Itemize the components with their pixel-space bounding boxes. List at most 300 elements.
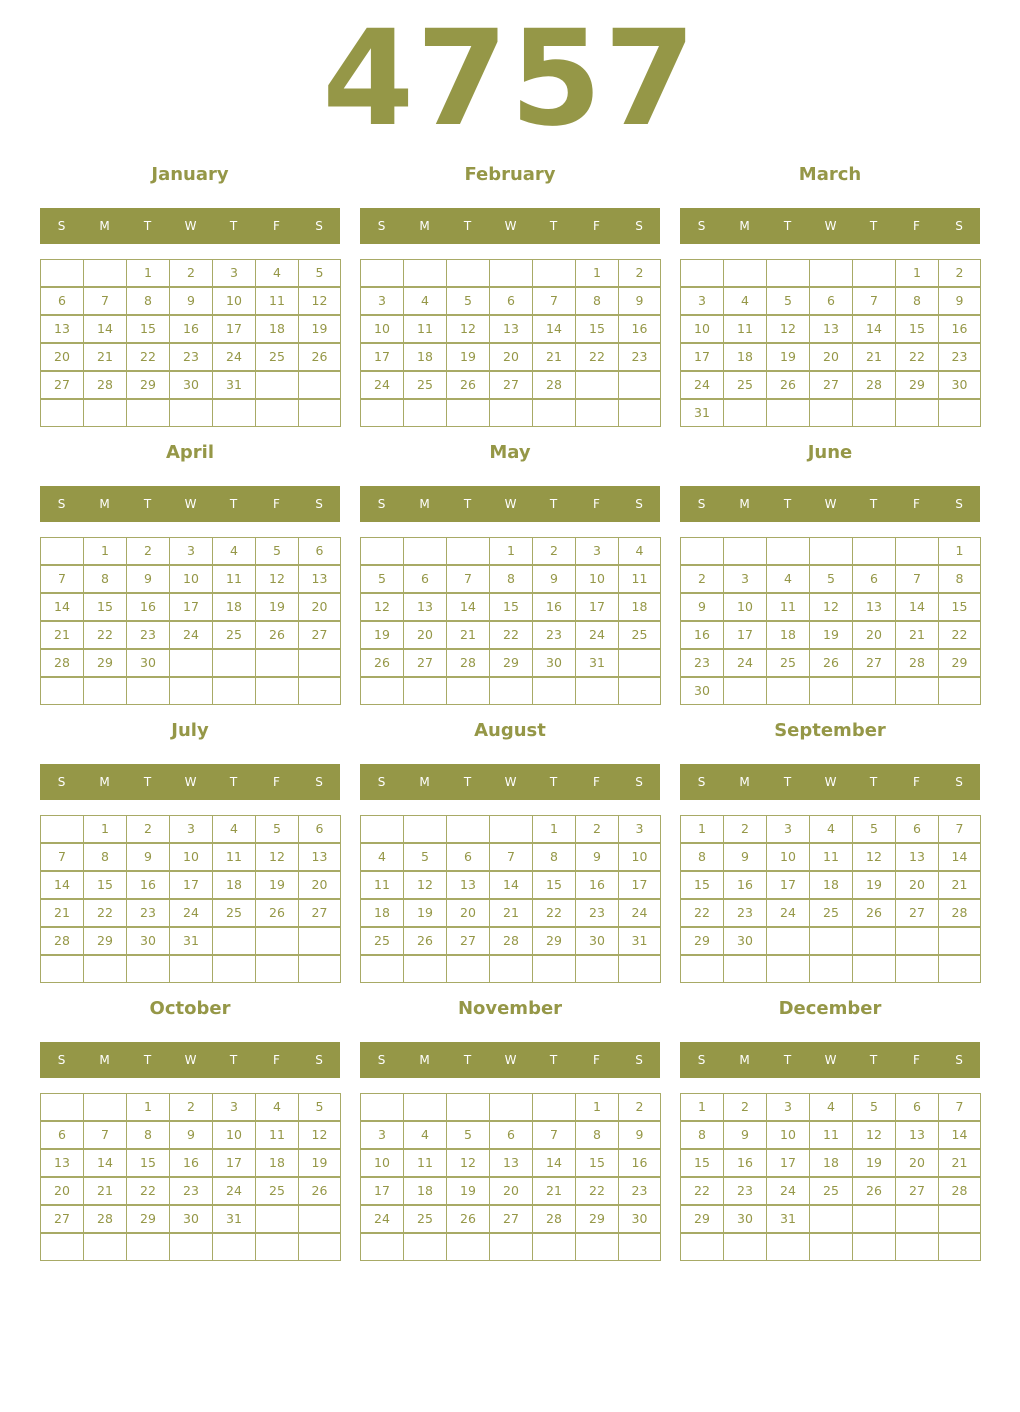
day-cell: 19	[298, 315, 341, 343]
day-cell	[938, 927, 981, 955]
day-cell: 4	[809, 1093, 853, 1121]
day-cell: 18	[766, 621, 810, 649]
day-cell	[169, 399, 213, 427]
day-grid	[40, 815, 340, 983]
day-cell: 28	[446, 649, 490, 677]
day-cell: 8	[680, 843, 724, 871]
day-cell	[766, 537, 810, 565]
day-cell	[403, 537, 447, 565]
day-cell	[40, 259, 84, 287]
day-cell: 8	[680, 1121, 724, 1149]
day-cell	[360, 1093, 404, 1121]
day-cell: 14	[938, 1121, 981, 1149]
day-cell: 25	[618, 621, 661, 649]
day-cell: 22	[938, 621, 981, 649]
day-cell: 23	[126, 899, 170, 927]
day-cell: 23	[723, 899, 767, 927]
day-grid	[680, 815, 980, 983]
day-cell: 1	[575, 1093, 619, 1121]
day-cell: 31	[680, 399, 724, 427]
day-cell: 18	[809, 1149, 853, 1177]
weekday-label: T	[783, 775, 792, 789]
day-cell: 1	[126, 259, 170, 287]
weekday-label: W	[184, 775, 197, 789]
day-cell: 29	[680, 927, 724, 955]
day-cell: 27	[40, 1205, 84, 1233]
weekday-header	[680, 486, 980, 522]
day-cell: 1	[680, 815, 724, 843]
day-cell: 11	[766, 593, 810, 621]
day-cell: 15	[83, 871, 127, 899]
day-cell	[766, 955, 810, 983]
day-cell: 26	[446, 371, 490, 399]
weekday-label: W	[184, 497, 197, 511]
day-cell: 20	[298, 593, 341, 621]
day-cell	[618, 1233, 661, 1261]
weekday-label: T	[783, 219, 792, 233]
day-cell: 5	[446, 1121, 490, 1149]
weekday-label: T	[463, 775, 472, 789]
day-cell: 21	[83, 343, 127, 371]
weekday-label: S	[955, 219, 963, 233]
day-cell: 18	[255, 1149, 299, 1177]
day-cell	[255, 1205, 299, 1233]
weekday-label: S	[57, 775, 66, 789]
day-cell: 10	[212, 287, 256, 315]
day-cell: 22	[680, 1177, 724, 1205]
day-cell: 16	[126, 871, 170, 899]
day-cell: 21	[446, 621, 490, 649]
day-cell: 9	[938, 287, 981, 315]
day-cell	[403, 955, 447, 983]
day-cell	[403, 1233, 447, 1261]
day-cell: 27	[446, 927, 490, 955]
day-cell: 7	[489, 843, 533, 871]
day-cell: 17	[212, 315, 256, 343]
day-cell: 3	[169, 815, 213, 843]
weekday-label: M	[739, 1053, 750, 1067]
day-cell: 16	[575, 871, 619, 899]
day-cell: 26	[766, 371, 810, 399]
day-cell: 6	[298, 537, 341, 565]
day-cell	[403, 677, 447, 705]
day-cell: 31	[575, 649, 619, 677]
weekday-label: F	[913, 775, 920, 789]
weekday-label: W	[824, 497, 837, 511]
day-cell: 7	[532, 287, 576, 315]
weekday-label: F	[593, 1053, 600, 1067]
day-cell	[169, 955, 213, 983]
day-cell	[895, 537, 939, 565]
day-cell: 24	[766, 899, 810, 927]
day-cell: 10	[360, 315, 404, 343]
day-cell: 11	[618, 565, 661, 593]
weekday-header	[40, 1042, 340, 1078]
day-cell	[489, 259, 533, 287]
day-cell: 17	[766, 871, 810, 899]
day-cell	[360, 677, 404, 705]
day-cell: 9	[126, 843, 170, 871]
day-cell: 1	[575, 259, 619, 287]
day-cell	[575, 955, 619, 983]
day-cell: 2	[938, 259, 981, 287]
day-cell: 12	[298, 287, 341, 315]
day-cell	[83, 1233, 127, 1261]
day-cell: 12	[360, 593, 404, 621]
day-cell: 17	[618, 871, 661, 899]
day-cell: 21	[852, 343, 896, 371]
weekday-label: T	[549, 497, 558, 511]
day-cell: 2	[680, 565, 724, 593]
day-cell: 1	[489, 537, 533, 565]
day-cell: 25	[403, 371, 447, 399]
day-cell: 20	[809, 343, 853, 371]
day-cell	[446, 1233, 490, 1261]
day-cell: 29	[938, 649, 981, 677]
day-cell	[298, 677, 341, 705]
day-cell: 4	[766, 565, 810, 593]
day-cell: 27	[298, 899, 341, 927]
day-cell	[618, 677, 661, 705]
weekday-label: T	[549, 775, 558, 789]
day-cell: 9	[618, 287, 661, 315]
day-cell	[40, 537, 84, 565]
day-cell	[403, 259, 447, 287]
day-cell	[360, 537, 404, 565]
day-cell	[895, 677, 939, 705]
day-cell	[489, 399, 533, 427]
weekday-header	[680, 208, 980, 244]
day-cell: 12	[852, 1121, 896, 1149]
day-cell: 8	[575, 1121, 619, 1149]
day-cell	[169, 677, 213, 705]
month-october	[40, 997, 340, 1261]
day-cell: 2	[575, 815, 619, 843]
weekday-header	[360, 486, 660, 522]
day-cell: 20	[446, 899, 490, 927]
weekday-label: S	[955, 497, 963, 511]
month-name: November	[457, 998, 563, 1019]
weekday-label: F	[273, 1053, 280, 1067]
day-cell	[852, 259, 896, 287]
day-cell: 13	[489, 315, 533, 343]
day-cell: 5	[809, 565, 853, 593]
day-cell: 26	[852, 1177, 896, 1205]
day-cell: 30	[618, 1205, 661, 1233]
day-cell	[212, 1233, 256, 1261]
day-cell: 16	[618, 315, 661, 343]
day-cell: 6	[895, 1093, 939, 1121]
day-cell: 29	[489, 649, 533, 677]
weekday-label: F	[913, 219, 920, 233]
day-cell: 27	[895, 899, 939, 927]
day-cell: 26	[852, 899, 896, 927]
day-cell: 2	[126, 537, 170, 565]
month-may	[360, 441, 660, 705]
day-cell: 28	[895, 649, 939, 677]
day-cell: 17	[169, 871, 213, 899]
weekday-label: T	[229, 219, 238, 233]
day-cell: 15	[575, 315, 619, 343]
day-cell: 25	[766, 649, 810, 677]
day-cell	[532, 677, 576, 705]
day-cell	[403, 1093, 447, 1121]
day-cell: 9	[169, 1121, 213, 1149]
weekday-label: F	[913, 497, 920, 511]
day-cell	[809, 1233, 853, 1261]
day-cell: 10	[169, 565, 213, 593]
weekday-label: S	[377, 497, 386, 511]
day-cell: 18	[809, 871, 853, 899]
day-cell	[169, 1233, 213, 1261]
day-cell: 12	[852, 843, 896, 871]
day-cell: 10	[575, 565, 619, 593]
weekday-label: W	[504, 775, 517, 789]
day-cell: 9	[532, 565, 576, 593]
day-cell: 26	[255, 899, 299, 927]
day-cell: 4	[403, 287, 447, 315]
day-cell	[680, 259, 724, 287]
day-cell: 11	[255, 287, 299, 315]
day-cell: 5	[852, 1093, 896, 1121]
day-cell: 15	[575, 1149, 619, 1177]
day-cell: 3	[766, 1093, 810, 1121]
day-cell: 16	[723, 871, 767, 899]
day-cell: 4	[360, 843, 404, 871]
day-cell: 3	[212, 1093, 256, 1121]
day-cell: 14	[895, 593, 939, 621]
day-cell: 29	[532, 927, 576, 955]
day-cell: 31	[618, 927, 661, 955]
day-cell	[446, 1093, 490, 1121]
day-cell	[83, 1093, 127, 1121]
weekday-label: S	[377, 1053, 386, 1067]
day-cell: 13	[895, 1121, 939, 1149]
weekday-label: W	[184, 219, 197, 233]
weekday-label: T	[783, 497, 792, 511]
weekday-label: T	[229, 1053, 238, 1067]
day-cell: 28	[83, 371, 127, 399]
day-cell	[212, 399, 256, 427]
day-cell: 3	[618, 815, 661, 843]
day-cell: 13	[40, 315, 84, 343]
day-cell: 30	[680, 677, 724, 705]
day-cell: 18	[255, 315, 299, 343]
day-cell: 9	[723, 1121, 767, 1149]
day-cell: 28	[532, 1205, 576, 1233]
month-january	[40, 163, 340, 427]
day-cell	[360, 1233, 404, 1261]
day-cell: 4	[403, 1121, 447, 1149]
day-grid	[360, 1093, 660, 1261]
day-cell: 29	[126, 371, 170, 399]
day-cell: 8	[126, 1121, 170, 1149]
day-cell: 2	[618, 259, 661, 287]
day-cell	[40, 955, 84, 983]
day-cell: 11	[809, 1121, 853, 1149]
month-name: June	[807, 442, 853, 463]
day-cell	[489, 955, 533, 983]
day-cell	[212, 677, 256, 705]
weekday-label: M	[739, 497, 750, 511]
weekday-header	[360, 764, 660, 800]
day-cell: 24	[212, 343, 256, 371]
day-cell: 23	[169, 343, 213, 371]
day-cell	[255, 649, 299, 677]
day-cell: 13	[446, 871, 490, 899]
day-cell	[298, 399, 341, 427]
day-cell	[298, 927, 341, 955]
day-cell: 4	[212, 537, 256, 565]
day-cell	[680, 955, 724, 983]
day-cell: 27	[489, 1205, 533, 1233]
day-cell: 3	[169, 537, 213, 565]
month-november	[360, 997, 660, 1261]
weekday-label: M	[739, 775, 750, 789]
weekday-header	[360, 208, 660, 244]
weekday-label: T	[143, 497, 152, 511]
day-cell: 3	[212, 259, 256, 287]
day-cell: 6	[489, 1121, 533, 1149]
day-cell	[40, 1233, 84, 1261]
weekday-label: S	[315, 775, 323, 789]
day-cell: 12	[446, 1149, 490, 1177]
day-cell	[489, 1233, 533, 1261]
day-cell: 22	[83, 621, 127, 649]
day-cell: 4	[212, 815, 256, 843]
day-cell: 6	[403, 565, 447, 593]
day-cell	[40, 399, 84, 427]
day-cell: 13	[809, 315, 853, 343]
day-cell: 3	[360, 1121, 404, 1149]
day-cell: 26	[298, 343, 341, 371]
day-cell	[680, 537, 724, 565]
weekday-label: M	[739, 219, 750, 233]
day-cell	[809, 1205, 853, 1233]
day-cell	[766, 399, 810, 427]
day-cell	[126, 399, 170, 427]
day-cell: 17	[766, 1149, 810, 1177]
day-cell: 27	[852, 649, 896, 677]
weekday-label: F	[593, 497, 600, 511]
day-cell: 22	[83, 899, 127, 927]
day-cell: 24	[680, 371, 724, 399]
day-cell: 19	[403, 899, 447, 927]
day-cell: 5	[403, 843, 447, 871]
day-cell: 2	[618, 1093, 661, 1121]
day-cell	[766, 1233, 810, 1261]
weekday-label: S	[635, 497, 643, 511]
day-cell: 25	[809, 899, 853, 927]
weekday-label: S	[955, 1053, 963, 1067]
day-cell: 7	[83, 1121, 127, 1149]
day-cell: 21	[83, 1177, 127, 1205]
day-cell: 25	[255, 1177, 299, 1205]
day-cell: 28	[40, 649, 84, 677]
day-cell: 13	[298, 565, 341, 593]
day-cell: 1	[83, 537, 127, 565]
day-cell	[126, 677, 170, 705]
weekday-label: T	[869, 219, 878, 233]
day-cell: 24	[618, 899, 661, 927]
day-cell	[852, 1233, 896, 1261]
day-cell: 18	[403, 343, 447, 371]
day-cell: 24	[212, 1177, 256, 1205]
day-cell: 14	[489, 871, 533, 899]
day-cell: 24	[723, 649, 767, 677]
day-cell: 23	[723, 1177, 767, 1205]
day-cell: 4	[618, 537, 661, 565]
day-cell: 19	[255, 593, 299, 621]
weekday-label: F	[593, 219, 600, 233]
day-cell: 28	[938, 1177, 981, 1205]
day-cell	[360, 259, 404, 287]
month-september	[680, 719, 980, 983]
day-cell: 7	[83, 287, 127, 315]
weekday-label: W	[504, 1053, 517, 1067]
day-cell: 22	[126, 343, 170, 371]
day-cell	[446, 259, 490, 287]
weekday-label: T	[143, 775, 152, 789]
day-cell	[766, 677, 810, 705]
weekday-label: S	[315, 219, 323, 233]
day-cell: 30	[126, 927, 170, 955]
day-cell	[895, 1205, 939, 1233]
day-cell	[852, 1205, 896, 1233]
day-cell: 20	[895, 1149, 939, 1177]
day-cell: 5	[255, 537, 299, 565]
weekday-label: W	[824, 1053, 837, 1067]
day-cell: 15	[126, 315, 170, 343]
weekday-label: T	[463, 219, 472, 233]
day-cell: 31	[169, 927, 213, 955]
month-april	[40, 441, 340, 705]
day-cell: 5	[255, 815, 299, 843]
day-cell: 16	[618, 1149, 661, 1177]
day-cell	[403, 399, 447, 427]
day-cell: 23	[126, 621, 170, 649]
day-cell: 7	[852, 287, 896, 315]
day-cell	[446, 677, 490, 705]
day-cell: 15	[938, 593, 981, 621]
day-cell: 26	[298, 1177, 341, 1205]
day-cell: 3	[766, 815, 810, 843]
day-cell	[575, 399, 619, 427]
day-cell: 12	[403, 871, 447, 899]
day-cell: 28	[489, 927, 533, 955]
day-cell: 26	[446, 1205, 490, 1233]
day-cell	[83, 399, 127, 427]
day-grid	[360, 537, 660, 705]
weekday-label: W	[824, 219, 837, 233]
day-cell: 25	[403, 1205, 447, 1233]
day-cell	[446, 815, 490, 843]
day-cell	[723, 259, 767, 287]
day-cell	[723, 1233, 767, 1261]
day-cell: 29	[895, 371, 939, 399]
weekday-label: M	[419, 497, 430, 511]
day-cell: 15	[895, 315, 939, 343]
day-cell: 11	[212, 843, 256, 871]
day-cell: 23	[618, 343, 661, 371]
day-cell	[938, 955, 981, 983]
day-cell: 8	[83, 843, 127, 871]
day-cell: 30	[938, 371, 981, 399]
day-cell: 1	[938, 537, 981, 565]
day-cell	[446, 537, 490, 565]
weekday-header	[40, 486, 340, 522]
day-cell	[575, 677, 619, 705]
